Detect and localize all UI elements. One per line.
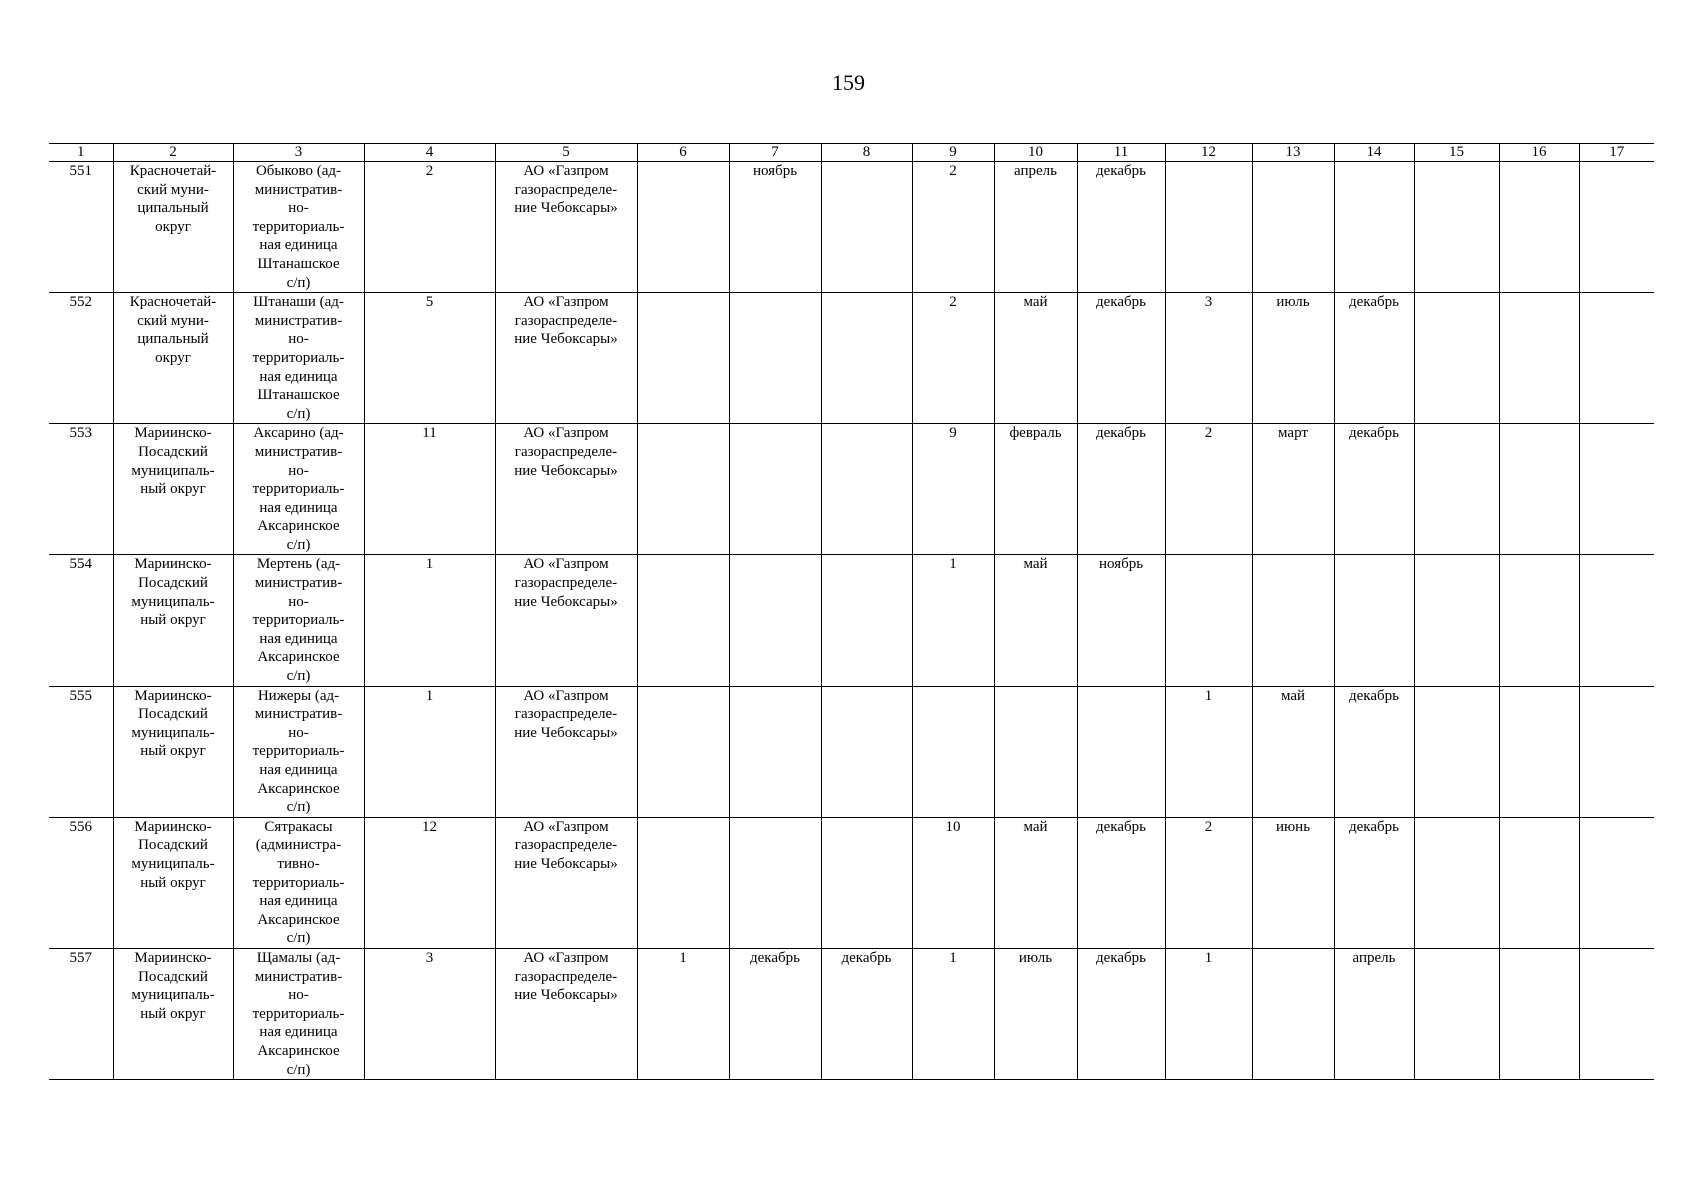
cell-col-17 — [1579, 555, 1654, 686]
cell-col-13 — [1252, 162, 1334, 293]
cell-municipal-district — [113, 817, 233, 948]
column-header: 6 — [637, 144, 729, 162]
cell-col-12 — [1165, 686, 1252, 817]
cell-col-6 — [637, 424, 729, 555]
cell-text: декабрь — [1349, 425, 1399, 442]
cell-text: ноябрь — [752, 163, 798, 179]
cell-text: 1 — [949, 949, 957, 966]
cell-col-11 — [1077, 162, 1165, 293]
cell-row-number — [49, 555, 113, 686]
cell-text: декабрь — [750, 949, 800, 966]
cell-col-14 — [1334, 817, 1414, 948]
cell-col-14 — [1334, 424, 1414, 555]
cell-text: май — [1023, 818, 1048, 835]
cell-text: Мариинско- Посадский муниципаль- ный округ — [131, 949, 215, 1022]
cell-text: Обыково (ад- министратив- но- территориаль- ная единица Штанашское с/п) — [252, 163, 345, 291]
cell-col-7 — [729, 424, 821, 555]
cell-col-9 — [912, 424, 994, 555]
cell-col-14 — [1334, 948, 1414, 1079]
cell-municipal-district — [113, 948, 233, 1079]
column-header: 11 — [1077, 144, 1165, 162]
cell-text: Мариинско- Посадский муниципаль- ный округ — [131, 818, 215, 891]
cell-col-10 — [994, 424, 1077, 555]
cell-row-number — [49, 948, 113, 1079]
cell-text: Сятракасы (администра- тивно- территориаль- ная единица Аксаринское с/п) — [252, 818, 345, 947]
cell-col-12 — [1165, 162, 1252, 293]
table-row — [49, 817, 1654, 948]
cell-operator — [495, 948, 637, 1079]
cell-text: декабрь — [1096, 163, 1146, 179]
cell-row-number — [49, 424, 113, 555]
cell-text: май — [1023, 294, 1048, 311]
cell-text: декабрь — [1096, 818, 1146, 835]
cell-settlement — [233, 948, 364, 1079]
cell-settlement — [233, 686, 364, 817]
cell-col-12 — [1165, 424, 1252, 555]
column-header: 13 — [1252, 144, 1334, 162]
cell-text: Мариинско- Посадский муниципаль- ный округ — [131, 687, 215, 760]
cell-col-16 — [1499, 686, 1579, 817]
column-header: 10 — [994, 144, 1077, 162]
cell-col-12 — [1165, 948, 1252, 1079]
cell-col-16 — [1499, 817, 1579, 948]
column-header: 15 — [1414, 144, 1499, 162]
cell-settlement — [233, 293, 364, 424]
cell-col-6 — [637, 293, 729, 424]
cell-col-6 — [637, 686, 729, 817]
cell-settlement — [233, 817, 364, 948]
cell-col-13 — [1252, 293, 1334, 424]
cell-col-10 — [994, 293, 1077, 424]
cell-col-15 — [1414, 948, 1499, 1079]
cell-col-6 — [637, 555, 729, 686]
cell-text: 2 — [1204, 425, 1213, 442]
table-row — [49, 293, 1654, 424]
cell-col-11 — [1077, 948, 1165, 1079]
cell-operator — [495, 293, 637, 424]
cell-text: 3 — [425, 949, 434, 966]
cell-col-17 — [1579, 162, 1654, 293]
cell-text: декабрь — [1349, 294, 1399, 311]
cell-text: Штанаши (ад- министратив- но- территориаль- ная единица Штанашское с/п) — [252, 294, 345, 422]
cell-operator — [495, 162, 637, 293]
cell-row-number — [49, 686, 113, 817]
cell-settlement — [233, 555, 364, 686]
cell-col-17 — [1579, 293, 1654, 424]
column-header: 2 — [113, 144, 233, 162]
column-header: 5 — [495, 144, 637, 162]
cell-col-17 — [1579, 948, 1654, 1079]
cell-total-count — [364, 686, 495, 817]
cell-text: Мариинско- Посадский муниципаль- ный округ — [131, 556, 215, 629]
cell-text: 1 — [1204, 949, 1213, 966]
cell-total-count — [364, 555, 495, 686]
gasification-schedule-table — [49, 143, 1654, 1080]
cell-text: декабрь — [1096, 949, 1146, 966]
cell-text: 9 — [949, 425, 957, 442]
cell-text: АО «Газпром газораспределе- ние Чебоксары» — [514, 163, 618, 217]
cell-text: 11 — [422, 425, 437, 442]
cell-text: АО «Газпром газораспределе- ние Чебоксары» — [514, 818, 618, 872]
cell-text: Нижеры (ад- министратив- но- территориаль- ная единица Аксаринское с/п) — [252, 687, 345, 816]
cell-col-6 — [637, 817, 729, 948]
cell-municipal-district — [113, 555, 233, 686]
cell-text: 1 — [679, 949, 687, 966]
cell-text: апрель — [1352, 949, 1396, 966]
cell-col-7 — [729, 555, 821, 686]
cell-col-12 — [1165, 555, 1252, 686]
column-header: 9 — [912, 144, 994, 162]
cell-text: 1 — [425, 687, 434, 704]
column-header: 8 — [821, 144, 912, 162]
page-number: 159 — [832, 70, 865, 95]
cell-col-13 — [1252, 555, 1334, 686]
cell-text: 553 — [69, 425, 92, 442]
cell-total-count — [364, 293, 495, 424]
cell-col-6 — [637, 948, 729, 1079]
column-header: 14 — [1334, 144, 1414, 162]
cell-text: АО «Газпром газораспределе- ние Чебоксары» — [514, 425, 618, 479]
cell-col-7 — [729, 162, 821, 293]
column-header: 7 — [729, 144, 821, 162]
cell-col-17 — [1579, 817, 1654, 948]
cell-text: декабрь — [841, 949, 892, 966]
cell-col-14 — [1334, 293, 1414, 424]
cell-col-17 — [1579, 686, 1654, 817]
cell-text: 557 — [69, 949, 92, 966]
cell-text: 552 — [69, 294, 92, 311]
cell-col-14 — [1334, 555, 1414, 686]
cell-col-10 — [994, 948, 1077, 1079]
cell-text: 556 — [69, 818, 92, 835]
cell-municipal-district — [113, 162, 233, 293]
cell-col-15 — [1414, 555, 1499, 686]
cell-text: 1 — [949, 556, 957, 573]
cell-col-8 — [821, 162, 912, 293]
cell-text: май — [1280, 687, 1306, 704]
cell-text: декабрь — [1096, 425, 1146, 442]
cell-col-11 — [1077, 817, 1165, 948]
cell-text: май — [1023, 556, 1048, 573]
cell-text: июнь — [1275, 818, 1311, 835]
cell-col-9 — [912, 948, 994, 1079]
column-header: 4 — [364, 144, 495, 162]
cell-text: 551 — [69, 163, 92, 179]
table-body — [49, 162, 1654, 1080]
cell-col-15 — [1414, 293, 1499, 424]
column-header: 17 — [1579, 144, 1654, 162]
cell-col-15 — [1414, 686, 1499, 817]
cell-col-13 — [1252, 817, 1334, 948]
cell-col-15 — [1414, 162, 1499, 293]
cell-text: Мертень (ад- министратив- но- территориаль- ная единица Аксаринское с/п) — [252, 556, 345, 685]
cell-operator — [495, 686, 637, 817]
cell-col-9 — [912, 162, 994, 293]
cell-col-10 — [994, 162, 1077, 293]
cell-total-count — [364, 424, 495, 555]
cell-text: 5 — [425, 294, 434, 311]
cell-municipal-district — [113, 424, 233, 555]
cell-col-16 — [1499, 162, 1579, 293]
table-row — [49, 686, 1654, 817]
cell-text: 1 — [425, 556, 434, 573]
cell-municipal-district — [113, 686, 233, 817]
cell-text: июль — [1018, 949, 1053, 966]
cell-col-6 — [637, 162, 729, 293]
cell-col-16 — [1499, 424, 1579, 555]
cell-col-8 — [821, 817, 912, 948]
cell-text: ноябрь — [1098, 556, 1144, 573]
cell-text: Аксарино (ад- министратив- но- территориаль- ная единица Аксаринское с/п) — [252, 425, 345, 553]
cell-col-8 — [821, 948, 912, 1079]
column-header: 3 — [233, 144, 364, 162]
cell-text: 12 — [422, 818, 437, 835]
cell-col-16 — [1499, 948, 1579, 1079]
cell-col-12 — [1165, 817, 1252, 948]
cell-text: июль — [1276, 294, 1310, 311]
cell-text: 2 — [949, 163, 957, 179]
cell-row-number — [49, 162, 113, 293]
cell-col-7 — [729, 293, 821, 424]
cell-text: 10 — [945, 818, 961, 835]
table-row — [49, 555, 1654, 686]
cell-row-number — [49, 293, 113, 424]
cell-col-9 — [912, 817, 994, 948]
cell-col-9 — [912, 555, 994, 686]
cell-text: АО «Газпром газораспределе- ние Чебоксары» — [514, 687, 618, 741]
cell-col-11 — [1077, 555, 1165, 686]
header-row — [49, 144, 1654, 162]
cell-col-7 — [729, 686, 821, 817]
cell-settlement — [233, 162, 364, 293]
cell-operator — [495, 817, 637, 948]
cell-text: декабрь — [1349, 687, 1399, 704]
cell-operator — [495, 424, 637, 555]
cell-col-14 — [1334, 162, 1414, 293]
cell-col-16 — [1499, 555, 1579, 686]
cell-col-17 — [1579, 424, 1654, 555]
cell-text: март — [1278, 425, 1308, 442]
cell-col-10 — [994, 555, 1077, 686]
cell-col-8 — [821, 424, 912, 555]
cell-col-8 — [821, 686, 912, 817]
column-header: 16 — [1499, 144, 1579, 162]
cell-text: Мариинско- Посадский муниципаль- ный округ — [131, 425, 215, 498]
cell-col-15 — [1414, 817, 1499, 948]
cell-col-16 — [1499, 293, 1579, 424]
column-header: 12 — [1165, 144, 1252, 162]
cell-text: Щамалы (ад- министратив- но- территориаль- ная единица Аксаринское с/п) — [252, 949, 345, 1078]
cell-total-count — [364, 948, 495, 1079]
cell-settlement — [233, 424, 364, 555]
cell-text: 2 — [949, 294, 957, 311]
cell-col-7 — [729, 948, 821, 1079]
cell-col-11 — [1077, 293, 1165, 424]
cell-operator — [495, 555, 637, 686]
cell-text: АО «Газпром газораспределе- ние Чебоксары» — [514, 949, 618, 1004]
cell-total-count — [364, 162, 495, 293]
cell-total-count — [364, 817, 495, 948]
cell-text: Красночетай- ский муни- ципальный округ — [129, 294, 217, 366]
cell-col-14 — [1334, 686, 1414, 817]
cell-col-15 — [1414, 424, 1499, 555]
table-row — [49, 948, 1654, 1079]
cell-col-8 — [821, 555, 912, 686]
cell-municipal-district — [113, 293, 233, 424]
cell-col-12 — [1165, 293, 1252, 424]
cell-text: 2 — [1204, 818, 1213, 835]
cell-text: 555 — [69, 687, 92, 704]
cell-col-8 — [821, 293, 912, 424]
cell-col-13 — [1252, 686, 1334, 817]
cell-text: декабрь — [1349, 818, 1399, 835]
cell-text: 1 — [1204, 687, 1213, 704]
table-row — [49, 424, 1654, 555]
cell-col-10 — [994, 686, 1077, 817]
cell-text: апрель — [1014, 163, 1057, 179]
cell-col-10 — [994, 817, 1077, 948]
cell-col-7 — [729, 817, 821, 948]
cell-row-number — [49, 817, 113, 948]
cell-text: 2 — [425, 163, 434, 179]
cell-col-13 — [1252, 424, 1334, 555]
cell-text: декабрь — [1096, 294, 1146, 311]
cell-text: Красночетай- ский муни- ципальный округ — [129, 163, 217, 235]
cell-col-9 — [912, 293, 994, 424]
cell-col-11 — [1077, 424, 1165, 555]
cell-col-9 — [912, 686, 994, 817]
cell-col-13 — [1252, 948, 1334, 1079]
column-header: 1 — [49, 144, 113, 162]
cell-text: 554 — [69, 556, 92, 573]
cell-col-11 — [1077, 686, 1165, 817]
table-row — [49, 162, 1654, 293]
cell-text: АО «Газпром газораспределе- ние Чебоксары» — [514, 294, 618, 348]
cell-text: АО «Газпром газораспределе- ние Чебоксары» — [514, 556, 618, 610]
cell-text: 3 — [1204, 294, 1213, 311]
cell-text: февраль — [1009, 425, 1062, 442]
